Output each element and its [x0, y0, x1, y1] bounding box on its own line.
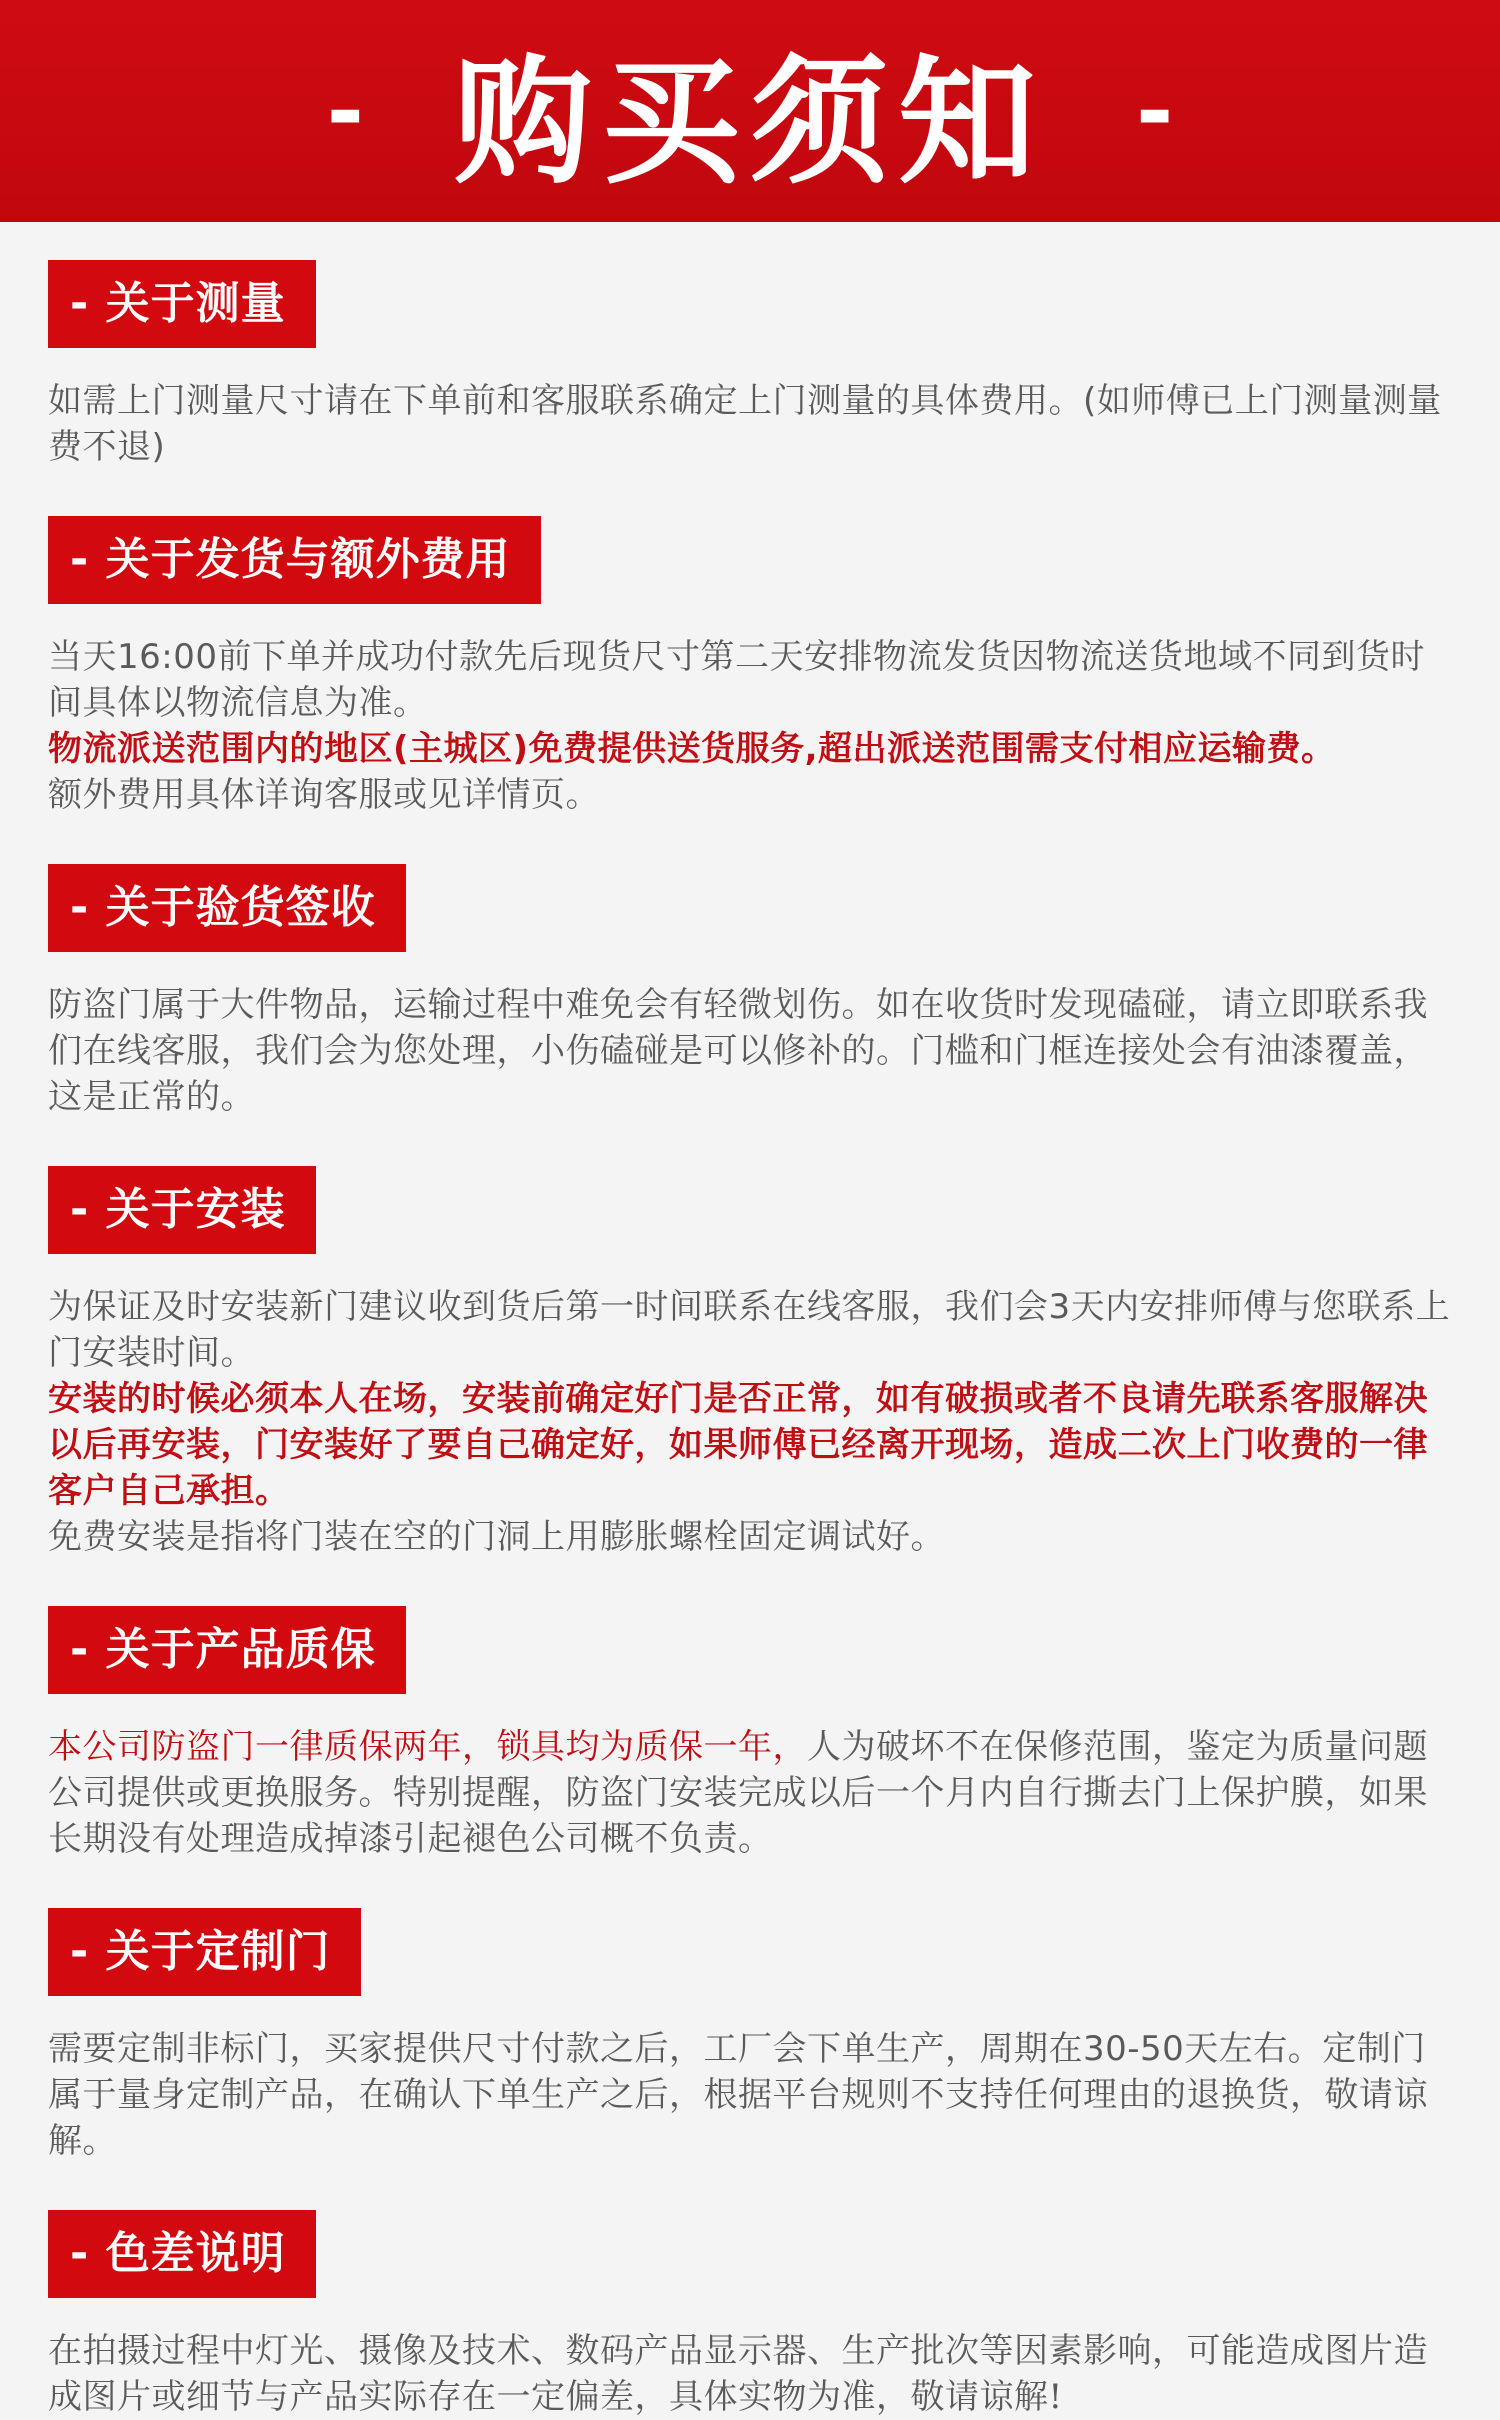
notice-content: [0, 222, 1500, 2420]
section-body: [48, 2328, 1458, 2420]
section-body: [48, 2026, 1458, 2164]
section-tag: - 关于验货签收: [48, 864, 406, 952]
paragraph: 当天16:00前下单并成功付款先后现货尺寸第二天安排物流发货因物流送货地域不同到货时间具体以物流信息为准。: [48, 637, 1425, 723]
section-body: [48, 634, 1458, 818]
body-text: 人为破坏不在保修范围，鉴定为质量问题公司提供或更换服务。特别提醒，防盗门安装完成以后一个月内自行撕去门上保护膜，如果长期没有处理造成掉漆引起褪色公司概不负责。: [48, 1727, 1428, 1859]
section-tag: - 关于产品质保: [48, 1606, 406, 1694]
title-dash-left: -: [326, 58, 364, 164]
paragraph: 免费安装是指将门装在空的门洞上用膨胀螺栓固定调试好。: [48, 1517, 945, 1557]
section-tag: - 关于安装: [48, 1166, 316, 1254]
paragraph: 如需上门测量尺寸请在下单前和客服联系确定上门测量的具体费用。(如师傅已上门测量测量费不退): [48, 381, 1442, 467]
section-body: [48, 1724, 1458, 1862]
highlight-text: 本公司防盗门一律质保两年，锁具均为质保一年，: [48, 1727, 807, 1767]
section-body: [48, 1284, 1458, 1560]
section-shipping-fees: [48, 516, 1458, 818]
section-tag: - 关于测量: [48, 260, 316, 348]
section-installation: [48, 1166, 1458, 1560]
section-inspection: [48, 864, 1458, 1120]
paragraph: 为保证及时安装新门建议收到货后第一时间联系在线客服，我们会3天内安排师傅与您联系上门安装时间。: [48, 1287, 1451, 1373]
header-banner: [0, 0, 1500, 222]
section-color-difference: [48, 2210, 1458, 2420]
paragraph: [48, 1724, 1458, 1862]
paragraph: 需要定制非标门，买家提供尺寸付款之后，工厂会下单生产，周期在30-50天左右。定制门属于量身定制产品，在确认下单生产之后，根据平台规则不支持任何理由的退换货，敬请谅解。: [48, 2029, 1428, 2161]
paragraph: 在拍摄过程中灯光、摄像及技术、数码产品显示器、生产批次等因素影响，可能造成图片造成图片或细节与产品实际存在一定偏差，具体实物为准，敬请谅解!: [48, 2331, 1428, 2417]
paragraph: 防盗门属于大件物品，运输过程中难免会有轻微划伤。如在收货时发现磕碰，请立即联系我们在线客服，我们会为您处理，小伤磕碰是可以修补的。门槛和门框连接处会有油漆覆盖，这是正常的。: [48, 985, 1428, 1117]
section-body: [48, 378, 1458, 470]
paragraph: 额外费用具体详询客服或见详情页。: [48, 775, 600, 815]
section-body: [48, 982, 1458, 1120]
section-custom-door: [48, 1908, 1458, 2164]
highlight-paragraph: 物流派送范围内的地区(主城区)免费提供送货服务,超出派送范围需支付相应运输费。: [48, 729, 1336, 769]
section-tag: - 色差说明: [48, 2210, 316, 2298]
title-dash-right: -: [1136, 58, 1174, 164]
highlight-paragraph: 安装的时候必须本人在场，安装前确定好门是否正常，如有破损或者不良请先联系客服解决以后再安装，门安装好了要自己确定好，如果师傅已经离开现场，造成二次上门收费的一律客户自己承担。: [48, 1379, 1428, 1511]
section-tag: - 关于定制门: [48, 1908, 361, 1996]
section-warranty: [48, 1606, 1458, 1862]
section-measurement: [48, 260, 1458, 470]
page-title: 购买须知: [453, 40, 1046, 203]
section-tag: - 关于发货与额外费用: [48, 516, 541, 604]
